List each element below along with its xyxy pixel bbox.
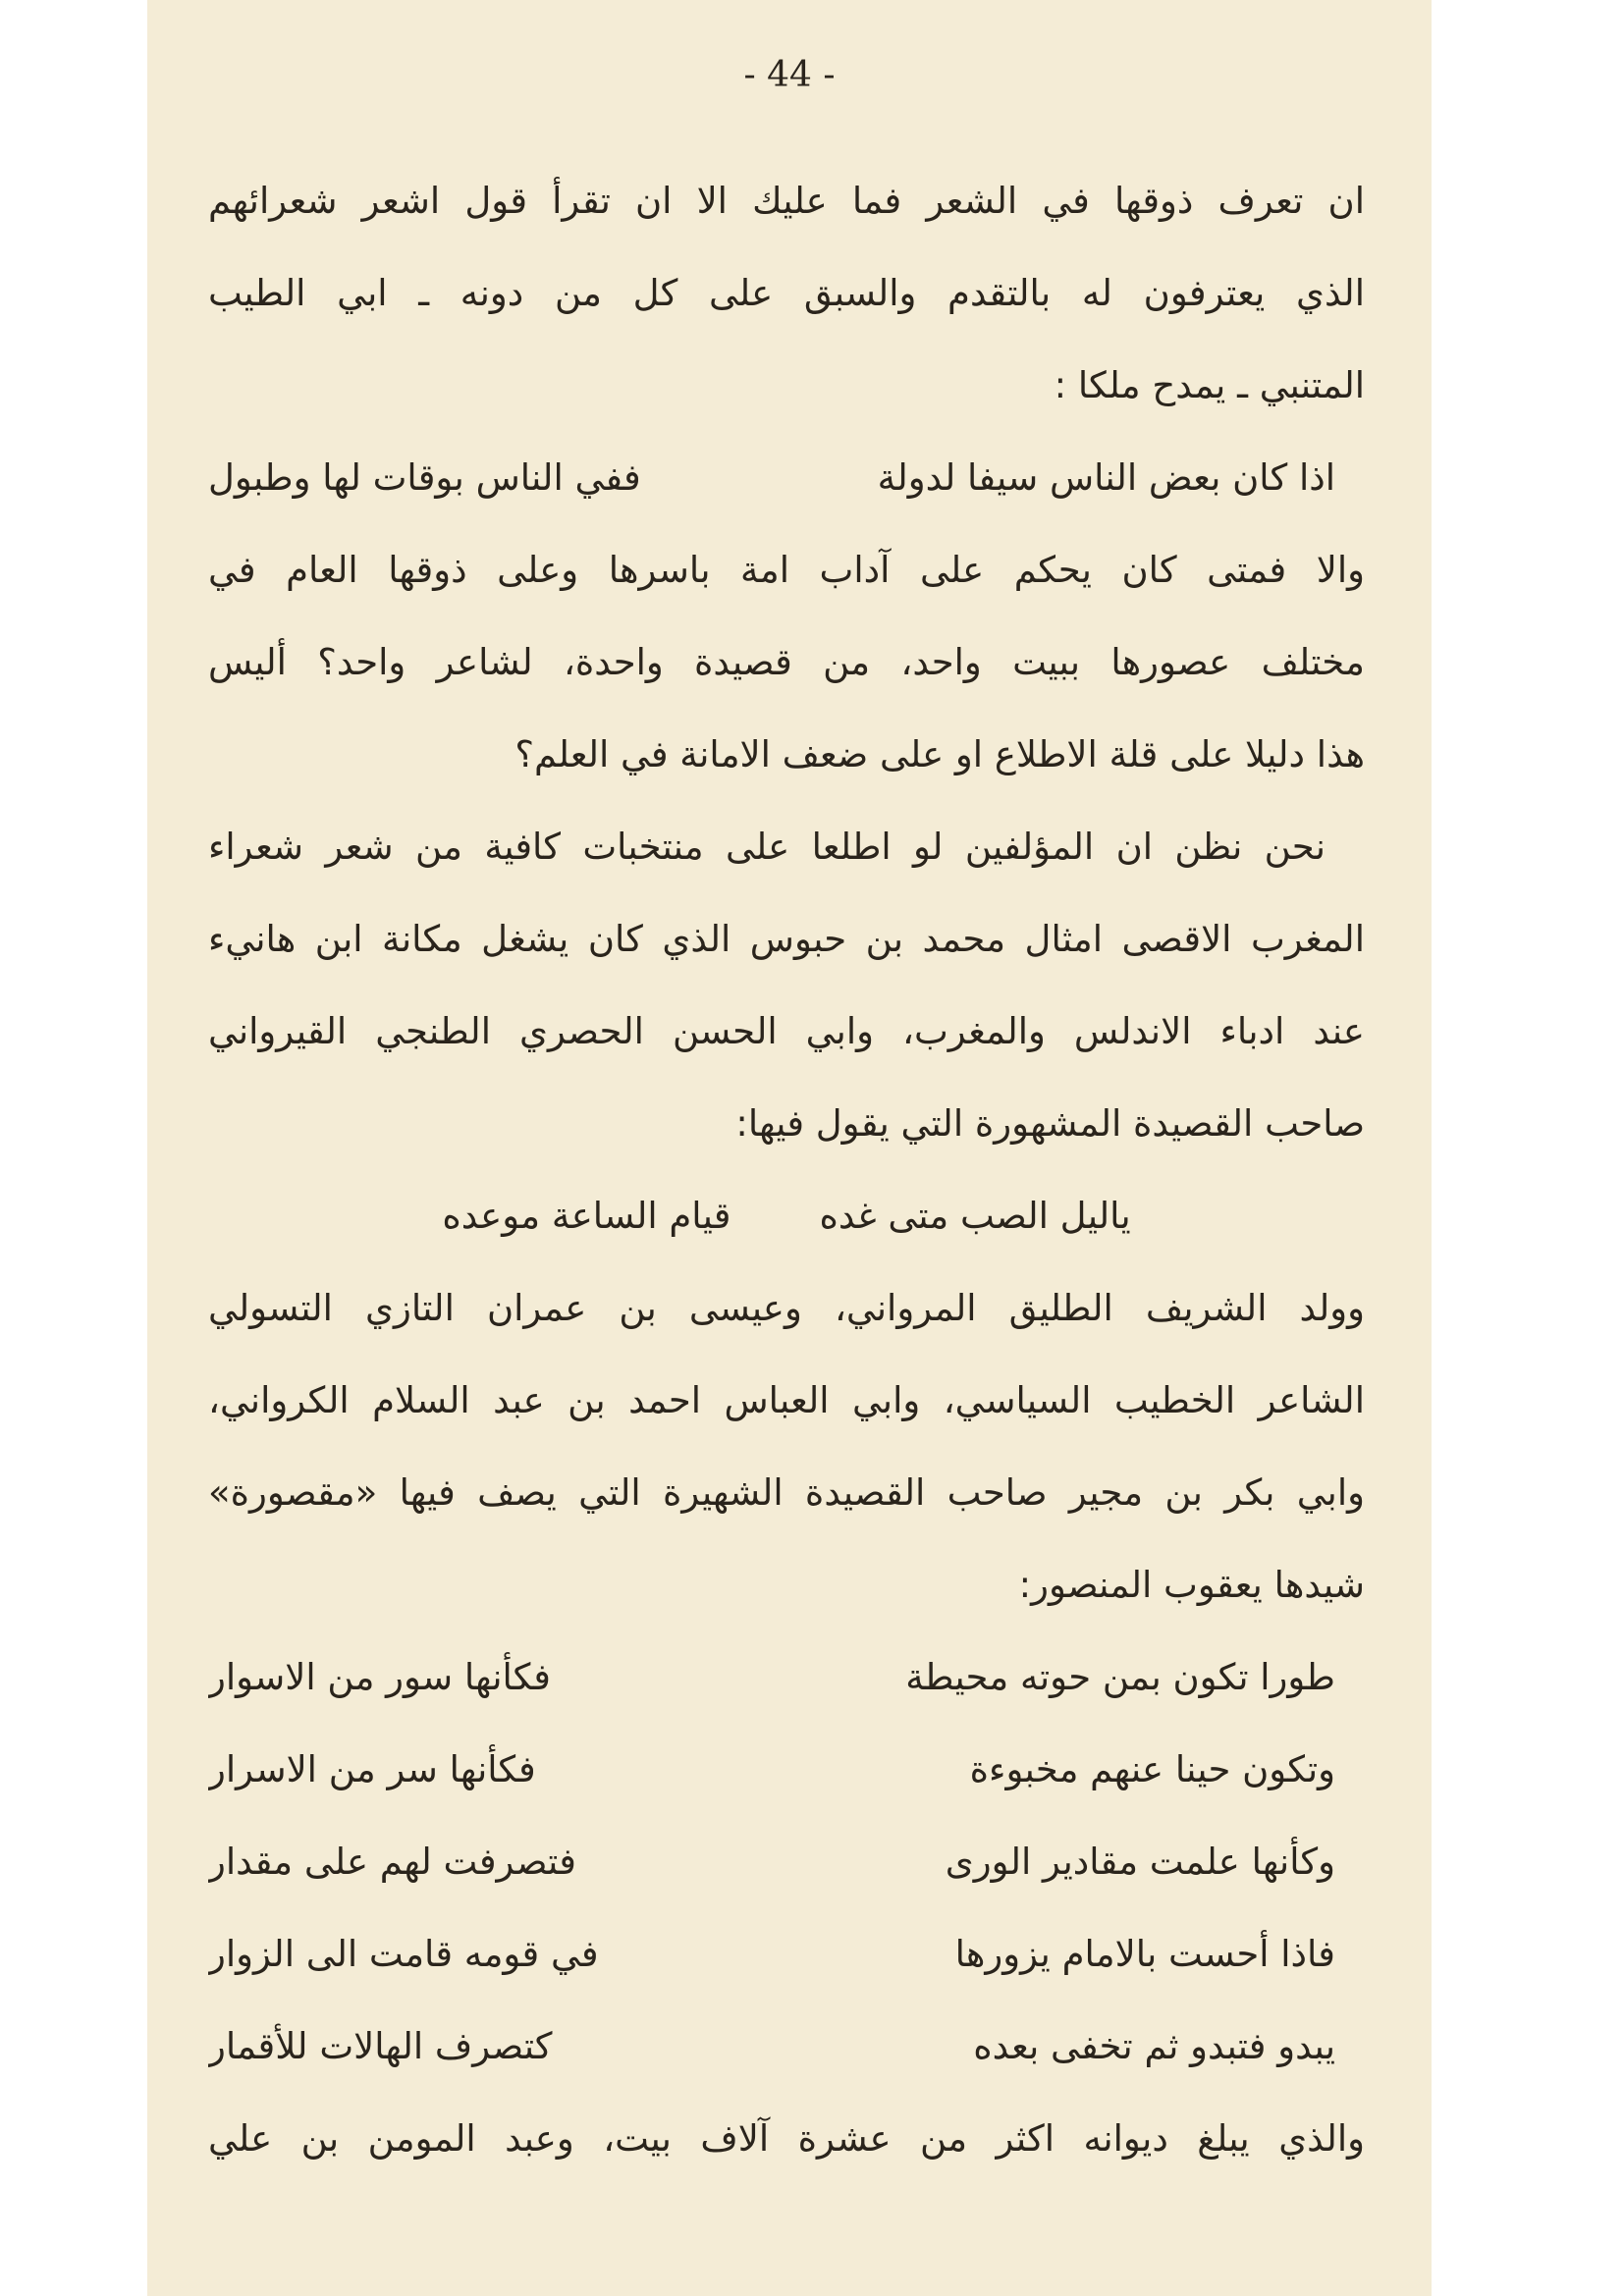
text-line: هذا دليلا على قلة الاطلاع او على ضعف الامانة في العلم؟	[514, 733, 1365, 775]
text-line: والذي يبلغ ديوانه اكثر من عشرة آلاف بيت، وعبد المومن بن علي	[208, 2117, 1365, 2160]
verse-first-hemistich: يبدو فتبدو ثم تخفى بعده	[973, 2025, 1335, 2067]
text-line: والا فمتى كان يحكم على آداب امة باسرها وعلى ذوقها العام في	[208, 549, 1365, 591]
verse-second-hemistich: كتصرف الهالات للأقمار	[208, 2025, 553, 2067]
page-number: - 44 -	[743, 55, 836, 95]
verse-second-hemistich: في قومه قامت الى الزوار	[208, 1933, 599, 1975]
text-line: مختلف عصورها ببيت واحد، من قصيدة واحدة، لشاعر واحد؟ أليس	[208, 641, 1365, 683]
text-line: صاحب القصيدة المشهورة التي يقول فيها:	[735, 1102, 1365, 1145]
verse-first-hemistich: فاذا أحست بالامام يزورها	[954, 1933, 1335, 1975]
text-line: الشاعر الخطيب السياسي، وابي العباس احمد بن عبد السلام الكرواني،	[208, 1379, 1365, 1421]
verse-first-hemistich: طورا تكون بمن حوته محيطة	[905, 1656, 1335, 1698]
verse-second-hemistich: فكأنها سر من الاسرار	[208, 1748, 536, 1790]
verse-line	[208, 1908, 1365, 2001]
verse-first-hemistich: وكأنها علمت مقادير الورى	[945, 1841, 1335, 1883]
verse-line	[208, 1170, 1365, 1262]
book-page	[147, 0, 1432, 2296]
text-line: الذي يعترفون له بالتقدم والسبق على كل من دونه ـ ابي الطيب	[208, 272, 1365, 314]
text-line: المتنبي ـ يمدح ملكا :	[1054, 364, 1365, 406]
text-line: وابي بكر بن مجير صاحب القصيدة الشهيرة التي يصف فيها «مقصورة»	[208, 1471, 1365, 1514]
text-line: وولد الشريف الطليق المرواني، وعيسى بن عمران التازي التسولي	[208, 1287, 1365, 1329]
verse-line	[208, 432, 1365, 524]
page-body	[208, 155, 1365, 2185]
text-line: نحن نظن ان المؤلفين لو اطلعا على منتخبات كافية من شعر شعراء	[208, 826, 1325, 868]
text-line: عند ادباء الاندلس والمغرب، وابي الحسن الحصري الطنجي القيرواني	[208, 1010, 1365, 1052]
verse-first-hemistich: اذا كان بعض الناس سيفا لدولة	[877, 456, 1335, 499]
verse-second-hemistich: قيام الساعة موعده	[442, 1195, 731, 1237]
verse-second-hemistich: ففي الناس بوقات لها وطبول	[208, 456, 641, 499]
verse-second-hemistich: فتصرفت لهم على مقدار	[208, 1841, 576, 1883]
verse-line	[208, 1816, 1365, 1908]
verse-line	[208, 1724, 1365, 1816]
text-line: ان تعرف ذوقها في الشعر فما عليك الا ان تقرأ قول اشعر شعرائهم	[208, 180, 1365, 222]
verse-line	[208, 1631, 1365, 1724]
text-line: شيدها يعقوب المنصور:	[1018, 1564, 1365, 1606]
verse-line	[208, 2001, 1365, 2093]
verse-first-hemistich: وتكون حينا عنهم مخبوءة	[969, 1748, 1335, 1790]
verse-second-hemistich: فكأنها سور من الاسوار	[208, 1656, 551, 1698]
text-line: المغرب الاقصى امثال محمد بن حبوس الذي كان يشغل مكانة ابن هانيء	[208, 918, 1365, 960]
verse-first-hemistich: ياليل الصب متى غده	[819, 1195, 1131, 1237]
